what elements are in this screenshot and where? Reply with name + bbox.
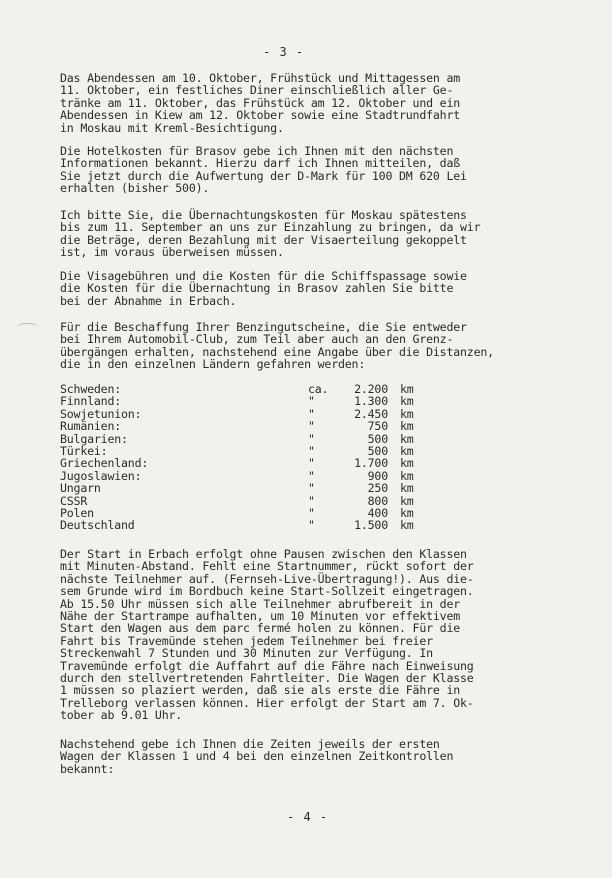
text-line: Der Start in Erbach erfolgt ohne Pausen zwischen den Klassen xyxy=(60,547,467,561)
ditto-mark: " xyxy=(308,419,315,434)
distance-row xyxy=(60,457,420,469)
ditto-mark: " xyxy=(308,518,315,533)
distance-row xyxy=(60,519,420,531)
text-line: ist, im voraus überweisen müssen. xyxy=(60,245,284,260)
text-line: Nachstehend gebe ich Ihnen die Zeiten jeweils der ersten xyxy=(60,737,440,751)
text-line: erhalten (bisher 500). xyxy=(60,181,210,196)
text-line: Nähe der Startrampe aufhalten, um 10 Minuten vor effektivem xyxy=(60,609,461,623)
country-name: Schweden: xyxy=(60,382,122,396)
distance-unit: km xyxy=(400,431,414,446)
distance-row xyxy=(60,470,420,482)
text-line: bei der Abnahme in Erbach. xyxy=(60,293,237,308)
distance-unit: km xyxy=(400,419,414,434)
distance-unit: km xyxy=(400,481,414,496)
text-line: bekannt: xyxy=(60,761,115,776)
distance-value: 800 xyxy=(367,493,388,508)
distance-unit: km xyxy=(400,493,414,508)
ditto-mark: " xyxy=(308,444,315,458)
text-line: Sie jetzt durch die Aufwertung der D-Mark für 100 DM 620 Lei xyxy=(60,168,467,183)
country-name: Deutschland xyxy=(60,518,135,533)
text-line: tränke am 11. Oktober, das Frühstück am 12. Oktober und ein xyxy=(60,95,461,110)
text-line: Für die Beschaffung Ihrer Benzingutscheine, die Sie entweder xyxy=(60,320,467,334)
text-line: bis zum 11. September an uns zur Einzahlung zu bringen, da wir xyxy=(60,220,481,235)
ditto-mark: ca. xyxy=(308,382,329,396)
distance-unit: km xyxy=(400,506,414,520)
text-line: die Beträge, deren Bezahlung mit der Visaerteilung gekoppelt xyxy=(60,232,467,247)
text-line: Start den Wagen aus dem parc fermé holen zu können. Für die xyxy=(60,621,461,636)
distance-value: 1.500 xyxy=(354,518,388,533)
distance-row xyxy=(60,482,420,494)
ditto-mark: " xyxy=(308,394,315,409)
distance-unit: km xyxy=(400,394,414,409)
country-name: Ungarn xyxy=(60,481,101,496)
page-number-top: - 3 - xyxy=(263,45,305,59)
country-name: Griechenland: xyxy=(60,456,149,471)
country-name: Sowjetunion: xyxy=(60,406,142,421)
distance-value: 750 xyxy=(367,419,388,434)
text-line: Wagen der Klassen 1 und 4 bei den einzelnen Zeitkontrollen xyxy=(60,749,454,764)
country-name: Bulgarien: xyxy=(60,431,128,446)
distance-value: 2.450 xyxy=(354,406,388,421)
text-line: durch den stellvertretenden Fahrtleiter. Die Wagen der Klasse xyxy=(60,671,474,685)
text-line: Abendessen in Kiew am 12. Oktober sowie eine Stadtrundfahrt xyxy=(60,108,461,123)
text-line: Die Visagebühren und die Kosten für die Schiffspassage sowie xyxy=(60,269,467,283)
text-line: mit Minuten-Abstand. Fehlt eine Startnummer, rückt sofort der xyxy=(60,559,474,574)
distance-value: 1.300 xyxy=(354,394,388,409)
text-line: Ich bitte Sie, die Übernachtungskosten für Moskau spätestens xyxy=(60,208,467,222)
ditto-mark: " xyxy=(308,493,315,508)
text-line: nächste Teilnehmer auf. (Fernseh-Live-Übertragung!). Aus die- xyxy=(60,571,474,586)
country-name: CSSR xyxy=(60,493,88,508)
distance-value: 500 xyxy=(367,444,388,458)
country-name: Finnland: xyxy=(60,394,122,409)
text-line: Fahrt bis Travemünde stehen jedem Teilnehmer bei freier xyxy=(60,633,433,648)
page-number-bottom: - 4 - xyxy=(287,810,329,824)
distance-unit: km xyxy=(400,382,414,396)
text-line: in Moskau mit Kreml-Besichtigung. xyxy=(60,120,284,135)
text-line: Ab 15.50 Uhr müssen sich alle Teilnehmer abrufbereit in der xyxy=(60,596,461,611)
ditto-mark: " xyxy=(308,431,315,446)
text-line: Travemünde erfolgt die Auffahrt auf die Fähre nach Einweisung xyxy=(60,658,474,673)
distance-unit: km xyxy=(400,406,414,421)
text-line: Das Abendessen am 10. Oktober, Frühstück und Mittagessen am xyxy=(60,71,461,85)
text-line: tober ab 9.01 Uhr. xyxy=(60,708,183,723)
country-name: Polen xyxy=(60,506,94,520)
distance-unit: km xyxy=(400,468,414,483)
distance-unit: km xyxy=(400,456,414,471)
ditto-mark: " xyxy=(308,456,315,471)
country-name: Rumänien: xyxy=(60,419,122,434)
distance-value: 1.700 xyxy=(354,456,388,471)
text-line: 1 müssen so plaziert werden, daß sie als erste die Fähre in xyxy=(60,683,461,698)
distance-row xyxy=(60,420,420,432)
text-line: übergängen erhalten, nachstehend eine Angabe über die Distanzen, xyxy=(60,344,494,359)
ditto-mark: " xyxy=(308,406,315,421)
distance-unit: km xyxy=(400,518,414,533)
text-line: Trelleborg verlassen können. Hier erfolgt der Start am 7. Ok- xyxy=(60,695,474,710)
text-line: 11. Oktober, ein festliches Diner einschließlich aller Ge- xyxy=(60,83,454,98)
distance-value: 400 xyxy=(367,506,388,520)
text-line: Informationen bekannt. Hierzu darf ich Ihnen mitteilen, daß xyxy=(60,156,461,171)
punch-hole-mark xyxy=(16,323,38,332)
text-line: die in den einzelnen Ländern gefahren werden: xyxy=(60,357,366,372)
ditto-mark: " xyxy=(308,506,315,520)
country-name: Jugoslawien: xyxy=(60,468,142,483)
text-line: Streckenwahl 7 Stunden und 30 Minuten zur Verfügung. In xyxy=(60,646,433,661)
text-line: die Kosten für die Übernachtung in Brasov zahlen Sie bitte xyxy=(60,281,454,296)
distance-row xyxy=(60,433,420,445)
distance-value: 500 xyxy=(367,431,388,446)
distance-value: 250 xyxy=(367,481,388,496)
distance-row xyxy=(60,495,420,507)
ditto-mark: " xyxy=(308,468,315,483)
distance-value: 900 xyxy=(367,468,388,483)
text-line: sem Grunde wird im Bordbuch keine Start-Sollzeit eingetragen. xyxy=(60,584,474,599)
country-name: Türkei: xyxy=(60,444,108,458)
distance-value: 2.200 xyxy=(354,382,388,396)
text-line: Die Hotelkosten für Brasov gebe ich Ihnen mit den nächsten xyxy=(60,144,454,158)
ditto-mark: " xyxy=(308,481,315,496)
text-line: bei Ihrem Automobil-Club, zum Teil aber auch an den Grenz- xyxy=(60,332,454,347)
distance-unit: km xyxy=(400,444,414,458)
distance-row xyxy=(60,395,420,407)
